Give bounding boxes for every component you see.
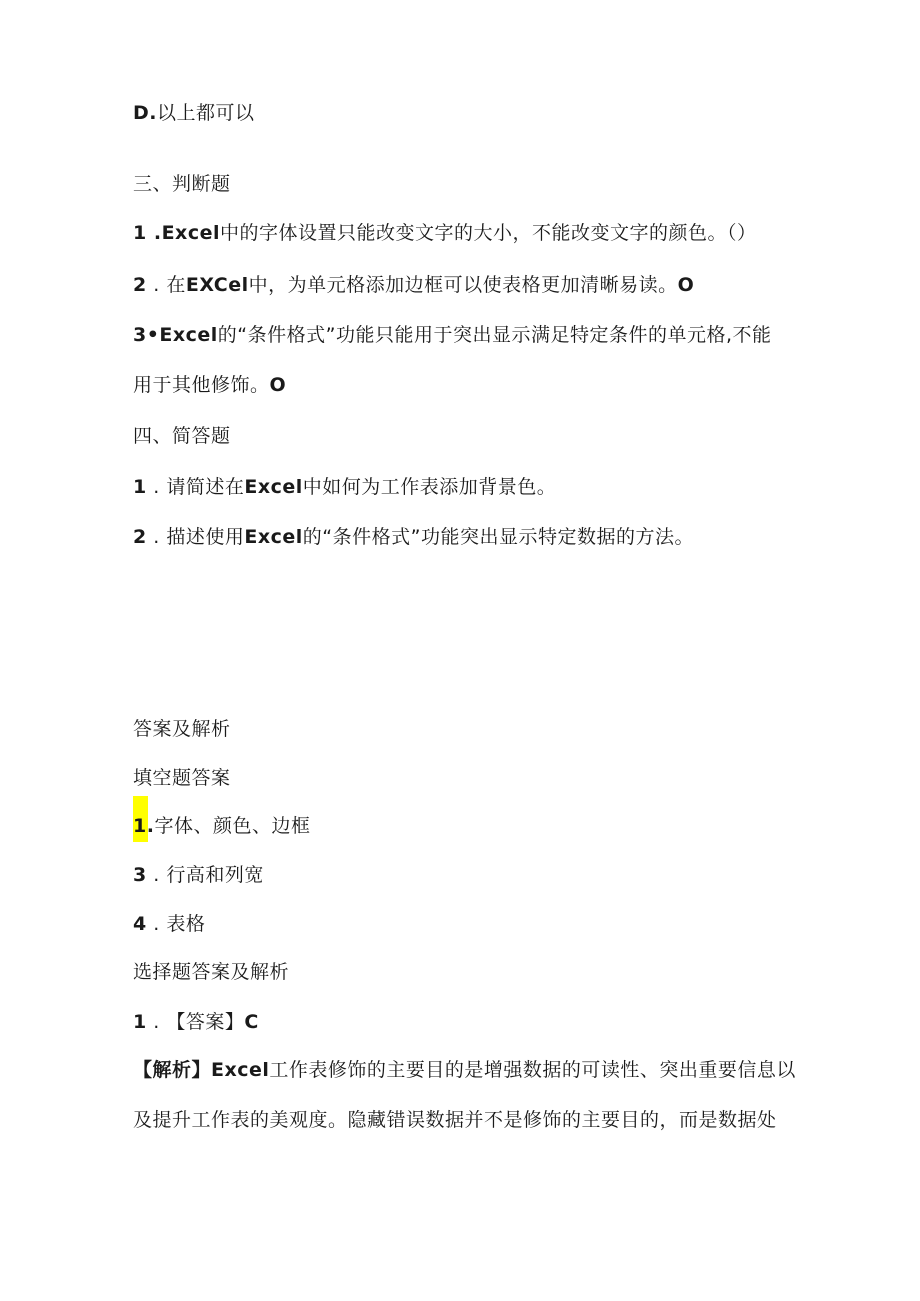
option-d: [133, 100, 255, 126]
fill-answer-4: [133, 911, 205, 937]
analysis-line-2: 及提升工作表的美观度。隐藏错误数据并不是修饰的主要目的，而是数据处: [133, 1109, 777, 1131]
analysis-line-1: [133, 1057, 796, 1083]
choice-a1-answer: C: [244, 1011, 259, 1033]
option-d-text: 以上都可以: [157, 102, 255, 124]
tf-q2-end: O: [677, 274, 695, 296]
fill-a1-number: 1.: [133, 815, 155, 837]
tf-q1-text: 中的字体设置只能改变文字的大小，不能改变文字的颜色。（）: [219, 222, 757, 244]
fill-a1-text: 字体、颜色、边框: [154, 815, 311, 837]
choice-answer-1: [133, 1009, 259, 1035]
tf-q2-excel: EXCel: [185, 274, 249, 296]
sa-q2-number: 2: [133, 526, 147, 548]
choice-a1-text: . 【答案】: [146, 1011, 245, 1033]
tf-q1-excel: Excel: [161, 222, 220, 244]
tf-q2-lead: . 在: [146, 274, 186, 296]
tf-q2-number: 2: [133, 274, 147, 296]
section3-title: 三、判断题: [133, 173, 231, 195]
sa-q1-number: 1: [133, 476, 147, 498]
sa-q2-lead: . 描述使用: [146, 526, 245, 548]
analysis-label: 【解析】: [133, 1059, 212, 1081]
sa-q1-lead: . 请简述在: [146, 476, 245, 498]
choice-a1-number: 1: [133, 1011, 147, 1033]
choice-answers-title: 选择题答案及解析: [133, 961, 290, 983]
fill-a3-text: . 行高和列宽: [146, 864, 264, 886]
option-d-label: D.: [133, 102, 157, 124]
sa-q1-excel: Excel: [244, 476, 303, 498]
sa-q1-text: 中如何为工作表添加背景色。: [302, 476, 557, 498]
tf-question-3-cont: [133, 372, 286, 398]
tf-q1-lead: .: [146, 222, 162, 244]
tf-question-3: [133, 322, 772, 348]
analysis-excel: Excel: [211, 1059, 270, 1081]
sa-q2-excel: Excel: [244, 526, 303, 548]
tf-q3-prefix: 3•Excel: [133, 324, 218, 346]
sa-question-1: [133, 474, 556, 500]
section4-title: 四、简答题: [133, 425, 231, 447]
tf-q3-cont: 用于其他修饰。: [133, 374, 270, 396]
answers-title: 答案及解析: [133, 718, 231, 740]
tf-q2-text: 中，为单元格添加边框可以使表格更加清晰易读。: [248, 274, 678, 296]
sa-q2-text: 的“条件格式”功能突出显示特定数据的方法。: [302, 526, 694, 548]
fill-answer-1: [133, 813, 310, 839]
analysis-text: 工作表修饰的主要目的是增强数据的可读性、突出重要信息以: [269, 1059, 796, 1081]
sa-question-2: [133, 524, 694, 550]
tf-q3-text: 的“条件格式”功能只能用于突出显示满足特定条件的单元格,不能: [217, 324, 772, 346]
fill-a3-number: 3: [133, 864, 147, 886]
tf-q3-end: O: [269, 374, 287, 396]
tf-question-1: [133, 220, 757, 246]
fill-answer-3: [133, 862, 264, 888]
tf-question-2: [133, 272, 694, 298]
tf-q1-number: 1: [133, 222, 147, 244]
fill-a4-text: . 表格: [146, 913, 206, 935]
fill-answers-title: 填空题答案: [133, 767, 231, 789]
fill-a4-number: 4: [133, 913, 147, 935]
